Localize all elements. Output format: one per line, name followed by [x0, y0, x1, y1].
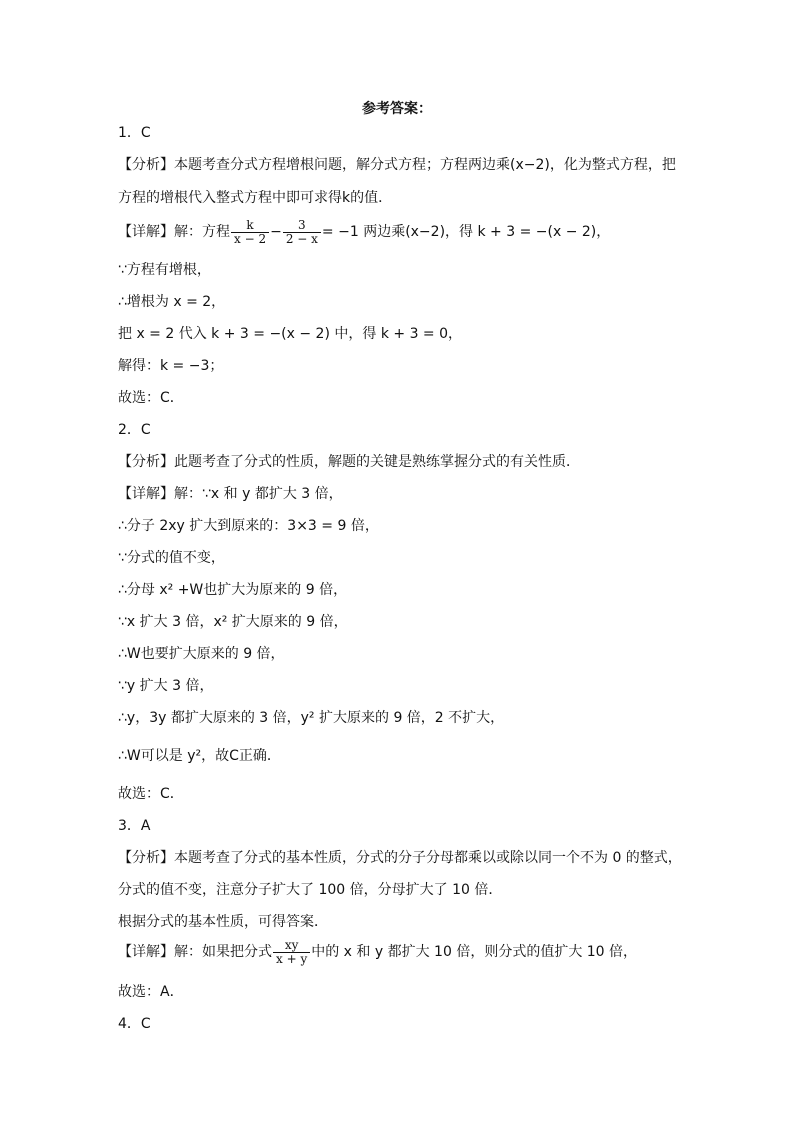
detail-text: ∵方程有增根， — [118, 262, 211, 278]
minus-sign: − — [270, 224, 282, 240]
detail-tail: = −1 两边乘(x−2)，得 k + 3 = −(x − 2)， — [321, 224, 611, 240]
detail-text: ∴增根为 x = 2， — [118, 294, 226, 310]
detail-equation-line — [118, 216, 718, 248]
detail-text: 把 x = 2 代入 k + 3 = −(x − 2) 中，得 k + 3 = 0， — [118, 326, 463, 342]
analysis-text: 根据分式的基本性质，可得答案． — [118, 914, 328, 930]
answer-number: 3．A — [118, 818, 151, 834]
analysis-text: 【分析】此题考查了分式的性质，解题的关键是熟练掌握分式的有关性质． — [118, 454, 580, 470]
answer-number: 2．C — [118, 422, 151, 438]
fraction-numerator: 3 — [283, 219, 321, 233]
detail-text: ∵分式的值不变， — [118, 550, 225, 566]
analysis-text: 方程的增根代入整式方程中即可求得k的值． — [118, 190, 393, 206]
detail-text: ∵y 扩大 3 倍， — [118, 678, 214, 694]
analysis-text: 【分析】本题考查了分式的基本性质，分式的分子分母都乘以或除以同一个不为 0 的整式， — [118, 850, 682, 866]
choice-text: 故选：C． — [118, 390, 184, 406]
fraction-denominator: 2 − x — [285, 231, 318, 246]
detail-text: 【详解】解：∵x 和 y 都扩大 3 倍， — [118, 486, 343, 502]
detail-lead: 【详解】解：方程 — [118, 224, 230, 240]
detail-fraction-line — [118, 936, 718, 968]
analysis-text: 分式的值不变，注意分子扩大了 100 倍，分母扩大了 10 倍． — [118, 882, 503, 898]
analysis-text: 【分析】本题考查分式方程增根问题，解分式方程；方程两边乘(x−2)，化为整式方程，把 — [118, 157, 676, 173]
fraction — [231, 219, 269, 246]
fraction-denominator: x − 2 — [234, 231, 267, 246]
choice-text: 故选：C． — [118, 786, 184, 802]
answer-number: 1．C — [118, 125, 151, 141]
detail-text: ∴W可以是 y²，故C正确． — [118, 748, 281, 764]
choice-text: 故选：A． — [118, 984, 184, 1000]
detail-lead: 【详解】解：如果把分式 — [118, 944, 272, 960]
detail-text: ∵x 扩大 3 倍，x² 扩大原来的 9 倍， — [118, 614, 348, 630]
fraction — [283, 219, 321, 246]
detail-text: ∴W也要扩大原来的 9 倍， — [118, 646, 285, 662]
detail-text: ∴分母 x² +W也扩大为原来的 9 倍， — [118, 582, 348, 598]
page-title: 参考答案： — [362, 101, 432, 117]
detail-text: ∴分子 2xy 扩大到原来的：3×3 = 9 倍， — [118, 518, 379, 534]
detail-text: 解得：k = −3； — [118, 358, 224, 374]
fraction-denominator: x + y — [276, 951, 308, 966]
detail-text: ∴y，3y 都扩大原来的 3 倍，y² 扩大原来的 9 倍，2 不扩大， — [118, 710, 505, 726]
detail-tail: 中的 x 和 y 都扩大 10 倍，则分式的值扩大 10 倍， — [311, 944, 638, 960]
fraction — [273, 939, 310, 966]
answer-number: 4．C — [118, 1016, 151, 1032]
fraction-numerator: xy — [273, 939, 310, 953]
fraction-numerator: k — [231, 219, 269, 233]
